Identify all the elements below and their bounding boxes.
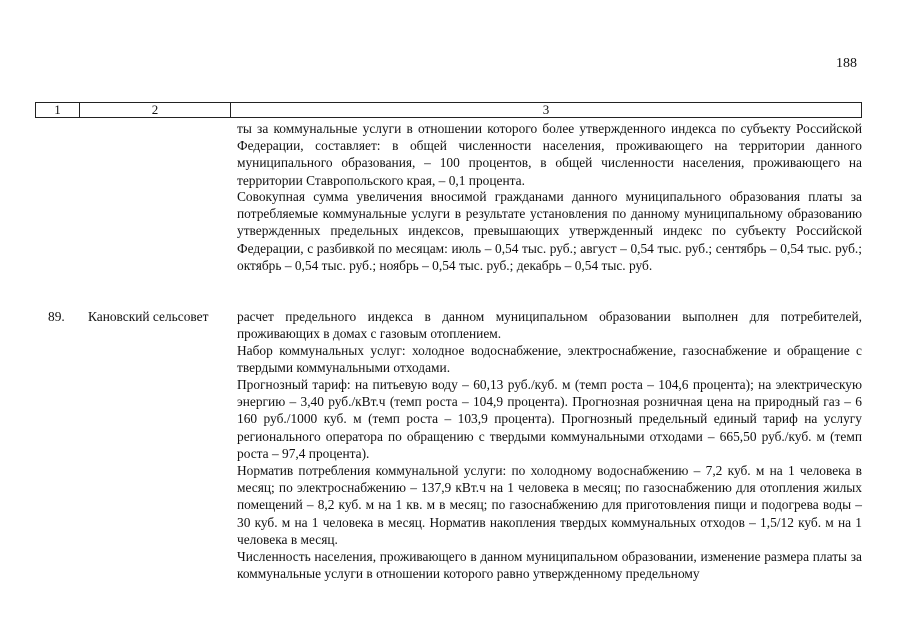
row-paragraph-1: расчет предельного индекса в данном муниципальном образовании выполнен для потребителей, проживающих в домах с газовым отоплением.: [237, 309, 862, 342]
row-paragraph-5: Численность населения, проживающего в данном муниципальном образовании, изменение размера платы за коммунальные услуги в отношении которого равно утвержденному предельному: [237, 549, 862, 582]
table-header-col-1: 1: [36, 103, 80, 117]
row-paragraph-2: Набор коммунальных услуг: холодное водоснабжение, электроснабжение, газоснабжение и обращение с твердыми коммунальными отходами.: [237, 343, 862, 376]
page-number: 188: [836, 56, 857, 71]
row-paragraph-3: Прогнозный тариф: на питьевую воду – 60,13 руб./куб. м (темп роста – 104,6 процента); на электрическую энергию – 3,40 руб./кВт.ч (темп роста – 104,9 процента). Прогнозная розничная цена на природный газ – 6 160 руб./1000 куб. м (темп роста – 103,9 процента). Прогнозный предельный единый тариф на услугу регионального оператора по обращению с твердыми коммунальными отходами – 665,50 руб./куб. м (темп роста – 97,4 процента).: [237, 377, 862, 461]
table-header-col-3: 3: [542, 102, 550, 117]
continuation-paragraph-1: ты за коммунальные услуги в отношении которого более утвержденного индекса по субъекту Российской Федерации, составляет: в общей численности населения, проживающего на территории данного муниципального образования, – 100 процентов, в общей численности населения, проживающего на территории Ставропольского края, – 0,1 процента.: [237, 121, 862, 188]
continuation-paragraph-2: Совокупная сумма увеличения вносимой гражданами данного муниципального образования платы за потребляемые коммунальные услуги в результате установления по данному муниципальному образованию утвержденных предельных индексов, превышающих утвержденный индекс по субъекту Российской Федерации, с разбивкой по месяцам: июль – 0,54 тыс. руб.; август – 0,54 тыс. руб.; сентябрь – 0,54 тыс. руб.; октябрь – 0,54 тыс. руб.; ноябрь – 0,54 тыс. руб.; декабрь – 0,54 тыс. руб.: [237, 189, 862, 273]
row-number: 89.: [48, 309, 65, 324]
table-header-row: [35, 102, 862, 118]
municipality-name: Кановский сельсовет: [88, 309, 209, 324]
table-header-col-2: 2: [80, 103, 231, 117]
row-paragraph-4: Норматив потребления коммунальной услуги: по холодному водоснабжению – 7,2 куб. м на 1 человека в месяц; по электроснабжению – 137,9 кВт.ч на 1 человека в месяц; по газоснабжению для отопления жилых помещений – 8,2 куб. м на 1 кв. м в месяц; по газоснабжению для приготовления пищи и подогрева воды – 30 куб. м на 1 человека в месяц. Норматив накопления твердых коммунальных отходов – 1,5/12 куб. м на 1 человека в месяц.: [237, 463, 862, 547]
